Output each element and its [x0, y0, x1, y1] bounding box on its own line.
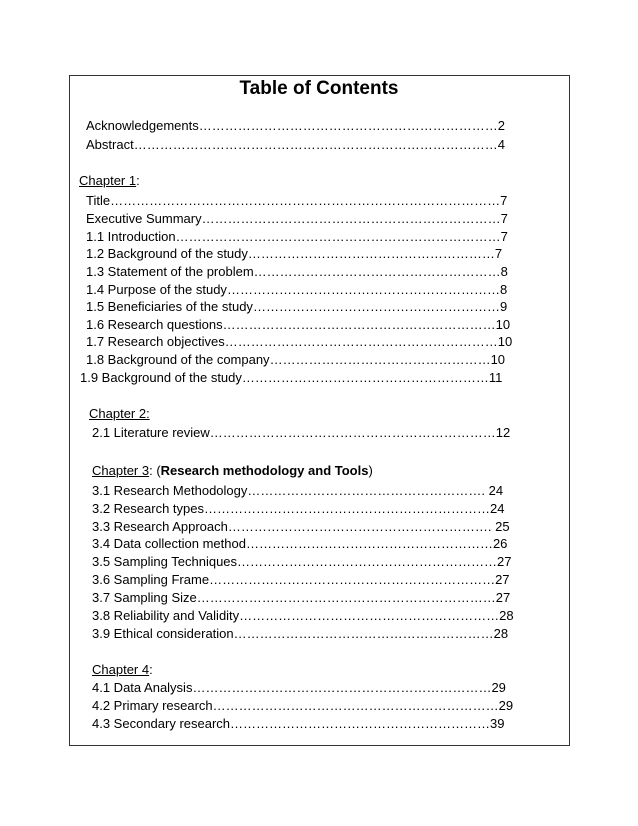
- chapter-3-link[interactable]: Chapter 3: [92, 463, 150, 478]
- toc-leader-dots: ……………………………………………………: [237, 554, 498, 569]
- toc-leader-dots: …………………………………………………………: [209, 572, 496, 587]
- toc-page-number: 7: [500, 229, 508, 244]
- toc-entry-label: 1.9 Background of the study: [80, 370, 242, 385]
- toc-entry[interactable]: [92, 500, 504, 517]
- toc-entry[interactable]: [86, 228, 508, 245]
- toc-entry-label: 3.4 Data collection method: [92, 536, 246, 551]
- toc-entry-label: 3.8 Reliability and Validity: [92, 608, 240, 623]
- toc-entry[interactable]: [92, 589, 510, 606]
- toc-entry-label: 1.6 Research questions: [86, 317, 223, 332]
- toc-entry-label: 1.8 Background of the company: [86, 352, 270, 367]
- toc-entry[interactable]: [92, 607, 514, 624]
- chapter-1-link[interactable]: Chapter 1: [79, 173, 137, 188]
- chapter-4-link[interactable]: Chapter 4: [92, 662, 150, 677]
- toc-entry-label: 4.1 Data Analysis: [92, 680, 193, 695]
- toc-page-number: 27: [495, 572, 510, 587]
- toc-entry[interactable]: [86, 210, 508, 227]
- toc-entry-label: 4.3 Secondary research: [92, 716, 231, 731]
- toc-page-number: 29: [498, 698, 514, 713]
- toc-entry[interactable]: [92, 553, 512, 570]
- chapter-4-colon: :: [149, 662, 153, 677]
- toc-page-number: 9: [499, 299, 508, 314]
- toc-title: Table of Contents: [239, 78, 399, 99]
- toc-entry-label: 2.1 Literature review: [92, 425, 210, 440]
- toc-entry[interactable]: [86, 333, 512, 350]
- toc-entry-label: 1.3 Statement of the problem: [86, 264, 254, 279]
- toc-entry[interactable]: [86, 263, 508, 280]
- toc-page-number: 8: [499, 282, 508, 297]
- toc-page-number: 39: [490, 716, 505, 731]
- toc-entry-label: Abstract: [86, 137, 134, 152]
- toc-leader-dots: ………………………………………………………: [226, 282, 500, 297]
- toc-page-number: 10: [490, 352, 506, 367]
- toc-leader-dots: …………………………………………………: [241, 370, 489, 385]
- chapter-3-colon: : (: [149, 463, 161, 478]
- toc-entry-label: 1.1 Introduction: [86, 229, 176, 244]
- chapter-3-subtitle: Research methodology and Tools: [160, 463, 369, 478]
- toc-entry[interactable]: [92, 571, 510, 588]
- toc-leader-dots: …………………………………………………………………………: [133, 137, 498, 152]
- toc-entry-label: Executive Summary: [86, 211, 202, 226]
- toc-entry[interactable]: [92, 482, 503, 499]
- toc-entry-abstract[interactable]: [86, 136, 505, 153]
- toc-page-number: . 24: [481, 483, 504, 498]
- chapter-3-heading[interactable]: [92, 462, 373, 479]
- toc-entry-label: Title: [86, 193, 111, 208]
- toc-entry[interactable]: [86, 298, 507, 315]
- toc-entry[interactable]: [86, 351, 505, 368]
- toc-leader-dots: …………………………………………………………: [212, 698, 499, 713]
- toc-entry-label: 3.3 Research Approach: [92, 519, 228, 534]
- toc-entry-label: 3.9 Ethical consideration: [92, 626, 234, 641]
- chapter-4-heading[interactable]: [92, 661, 153, 678]
- toc-leader-dots: ………………………………………………: [247, 483, 482, 498]
- toc-page-number: 12: [495, 425, 511, 440]
- toc-leader-dots: …………………………………………………: [245, 536, 493, 551]
- toc-entry-label: 1.4 Purpose of the study: [86, 282, 227, 297]
- toc-leader-dots: ……………………………………………………: [227, 519, 488, 534]
- toc-entry[interactable]: [92, 679, 506, 696]
- toc-leader-dots: ……………………………………………………………: [201, 211, 501, 226]
- toc-page-number: 8: [500, 264, 508, 279]
- toc-entry[interactable]: [92, 697, 513, 714]
- toc-leader-dots: ……………………………………………: [269, 352, 491, 367]
- toc-entry[interactable]: [80, 369, 502, 386]
- toc-leader-dots: ……………………………………………………………: [198, 118, 498, 133]
- toc-entry-label: 3.6 Sampling Frame: [92, 572, 210, 587]
- toc-page-number: 7: [500, 211, 508, 226]
- toc-page-number: 4: [497, 137, 505, 152]
- toc-leader-dots: …………………………………………………………: [209, 425, 496, 440]
- toc-leader-dots: …………………………………………………: [252, 299, 500, 314]
- toc-page-number: 27: [497, 554, 512, 569]
- toc-page-number: 7: [500, 193, 508, 208]
- toc-page-number: 24: [490, 501, 505, 516]
- toc-leader-dots: …………………………………………………: [247, 246, 495, 261]
- toc-entry-label: 4.2 Primary research: [92, 698, 213, 713]
- toc-page-number: 7: [494, 246, 503, 261]
- toc-entry[interactable]: [92, 715, 505, 732]
- toc-entry-label: 1.5 Beneficiaries of the study: [86, 299, 253, 314]
- toc-page-number: 28: [499, 608, 514, 623]
- toc-page-number: . 25: [487, 519, 510, 534]
- chapter-1-heading[interactable]: [79, 172, 140, 189]
- toc-leader-dots: ………………………………………………………: [224, 334, 498, 349]
- toc-page-number: 10: [495, 317, 511, 332]
- toc-leader-dots: ………………………………………………………………………………: [110, 193, 501, 208]
- chapter-1-colon: :: [136, 173, 140, 188]
- chapter-3-close: ): [368, 463, 373, 478]
- toc-leader-dots: ……………………………………………………: [230, 716, 491, 731]
- toc-page-number: 2: [497, 118, 505, 133]
- toc-entry-label: 1.7 Research objectives: [86, 334, 225, 349]
- toc-page-number: 10: [497, 334, 513, 349]
- chapter-2-link[interactable]: Chapter 2:: [89, 406, 150, 421]
- toc-page-number: 11: [488, 370, 503, 385]
- toc-leader-dots: ………………………………………………………: [222, 317, 496, 332]
- toc-entry[interactable]: [86, 245, 502, 262]
- toc-page-number: 26: [492, 536, 508, 551]
- toc-entry-label: Acknowledgements: [86, 118, 199, 133]
- toc-entry-label: 1.2 Background of the study: [86, 246, 248, 261]
- toc-entry[interactable]: [92, 424, 510, 441]
- toc-page-number: 28: [493, 626, 509, 641]
- toc-leader-dots: ……………………………………………………: [233, 626, 494, 641]
- toc-entry[interactable]: [86, 316, 510, 333]
- toc-leader-dots: …………………………………………………: [253, 264, 501, 279]
- toc-entry[interactable]: [86, 192, 507, 209]
- toc-leader-dots: ……………………………………………………: [239, 608, 500, 623]
- toc-entry-label: 3.7 Sampling Size: [92, 590, 197, 605]
- chapter-2-heading[interactable]: [89, 405, 150, 422]
- toc-entry-label: 3.2 Research types: [92, 501, 205, 516]
- toc-leader-dots: …………………………………………………………: [204, 501, 491, 516]
- toc-entry-acknowledgements[interactable]: [86, 117, 505, 134]
- toc-entry[interactable]: [92, 518, 510, 535]
- toc-leader-dots: …………………………………………………………………: [175, 229, 501, 244]
- toc-entry-label: 3.5 Sampling Techniques: [92, 554, 238, 569]
- toc-entry[interactable]: [92, 535, 507, 552]
- toc-entry[interactable]: [86, 281, 507, 298]
- toc-leader-dots: ……………………………………………………………: [192, 680, 492, 695]
- toc-entry[interactable]: [92, 625, 508, 642]
- toc-page-number: 29: [491, 680, 506, 695]
- toc-page-number: 27: [495, 590, 511, 605]
- toc-leader-dots: ……………………………………………………………: [196, 590, 496, 605]
- toc-entry-label: 3.1 Research Methodology: [92, 483, 248, 498]
